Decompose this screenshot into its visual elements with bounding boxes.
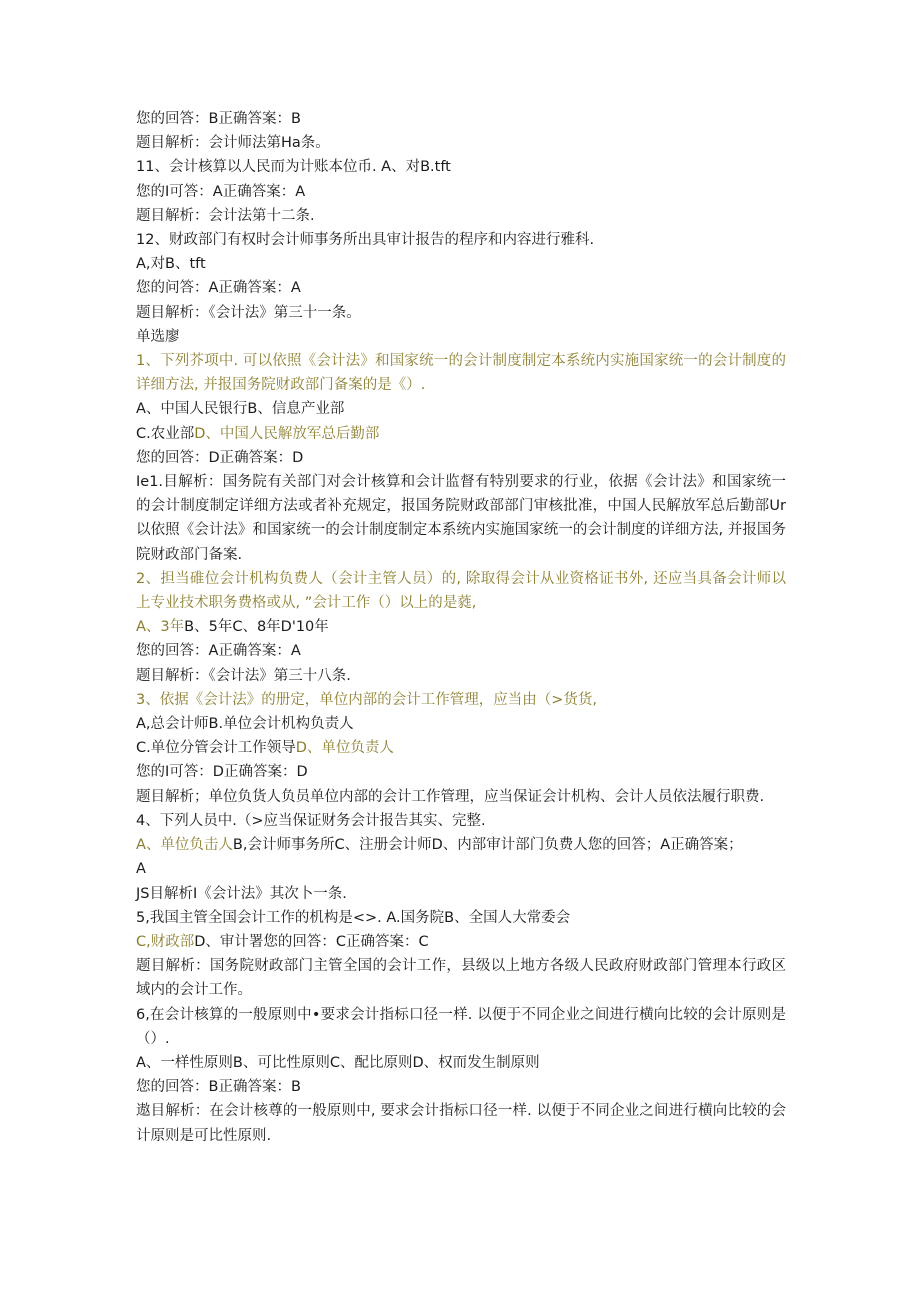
- answer-line: 您的回答：B正确答案：B: [136, 1079, 301, 1096]
- answer-line: 您的回答：A正确答案：A: [136, 643, 301, 660]
- options-line: [136, 422, 786, 446]
- question-1-stem: 1、下列芥项中. 可以依照《会计法》和国家统一的会计制度制定本系统内实施国家统一的会计制度的详细方法, 并报国务院财政部门备案的是《）.: [136, 353, 786, 394]
- options-line: A,总会计师B.单位会计机构负责人: [136, 716, 354, 733]
- analysis-paragraph: 遨目解析：在会计核尊的一般原则中, 要求会计指标口径一样. 以便于不同企业之间进行横向比较的会计原则是可比性原则.: [136, 1103, 786, 1144]
- options-line: [136, 833, 786, 857]
- analysis-line: 题目解析：《会计法》第三十一条。: [136, 304, 361, 321]
- section-heading: 单选廖: [136, 328, 180, 345]
- option-rest: B、5年C、8年D'10年: [184, 619, 329, 636]
- options-line: A、一样性原则B、可比性原则C、配比原则D、权而发生制原则: [136, 1054, 540, 1071]
- options-line: [136, 615, 786, 639]
- options-line: [136, 930, 786, 954]
- question-12: 12、财政部门有权时会计师事务所出具审计报告的程序和内容进行雅科.: [136, 232, 595, 249]
- analysis-line: 题目解析：《会计法》第三十八条.: [136, 667, 351, 684]
- options-line: [136, 736, 786, 760]
- answer-line: 您的I可答：D正确答案：D: [136, 764, 308, 781]
- question-11: 11、会计核算以人民而为计账本位币. A、对B.tft: [136, 159, 451, 176]
- analysis-paragraph: 题目解析：国务院财政部门主管全国的会计工作，县级以上地方各级人民政府财政部门管理本行政区域内的会计工作。: [136, 958, 786, 999]
- answer-line: 您的回答：B正确答案：B: [136, 111, 301, 127]
- question-5-stem: 5,我国主管全国会计工作的机构是<>. A.国务院B、全国人大常委会: [136, 909, 571, 926]
- option-c: C.单位分管会计工作领导: [136, 740, 296, 757]
- answer-line: 您的I可答：A正确答案：A: [136, 183, 306, 200]
- option-d: D、单位负责人: [295, 740, 394, 757]
- analysis-line: 题目解析：会计师法第Ha条。: [136, 135, 330, 152]
- options-line: A,对B、tft: [136, 256, 206, 273]
- option-c: C,财政部: [136, 933, 195, 950]
- option-c: C.农业部: [136, 425, 195, 442]
- option-a: A、单位负击人: [136, 837, 233, 854]
- option-a: A、3年: [136, 619, 185, 636]
- question-4-stem: 4、下列人员中.（>应当保证财务会计报告其实、完整.: [136, 812, 486, 829]
- option-d: D、中国人民解放军总后勤部: [194, 425, 380, 442]
- document-page: [136, 107, 786, 1148]
- question-6-stem: 6,在会计核算的一般原则中•要求会计指标口径一样. 以便于不同企业之间进行横向比较的会计原则是（）.: [136, 1006, 786, 1047]
- answer-continuation: A: [136, 861, 146, 878]
- analysis-paragraph: 题目解析；单位负货人负员单位内部的会计工作管理，应当保证会计机构、会计人员依法履行职费.: [136, 788, 765, 805]
- analysis-line: 题目解析：会计法第十二条.: [136, 207, 315, 224]
- analysis-line: JS目解析I《会计法》其次卜一条.: [136, 885, 347, 902]
- analysis-paragraph: Ie1.目解析：国务院有关部门对会计核算和会计监督有特别要求的行业，依据《会计法》和国家统一的会计制度制定详细方法或者补充规定，报国务院财政部部门审核批准，中国人民解放军总后勤部Ur以依照《会计法》和国家统一的会计制度制定本系统内实施国家统一的会计制度的详细方法, 并报国务院财政部门备案.: [136, 474, 786, 563]
- question-2-stem: 2、担当碓位会计机构负费人（会计主管人员）的, 除取得会计从业资格证书外, 还应当具备会计师以上专业技术职务费格或从, ”会计工作（）以上的是蕤,: [136, 570, 786, 612]
- option-rest: D、审计署您的回答：C正确答案：C: [194, 933, 429, 950]
- answer-line: 您的问答：A正确答案：A: [136, 280, 301, 297]
- option-rest: B,会计师事务所C、注册会计师D、内部审计部门负费人您的回答；A正确答案；: [232, 837, 743, 854]
- question-3-stem: 3、依据《会计法》的册定，单位内部的会计工作管理，应当由（>货货,: [136, 691, 597, 708]
- answer-line: 您的回答：D正确答案：D: [136, 449, 304, 466]
- options-line: A、中国人民银行B、信息产业部: [136, 401, 345, 418]
